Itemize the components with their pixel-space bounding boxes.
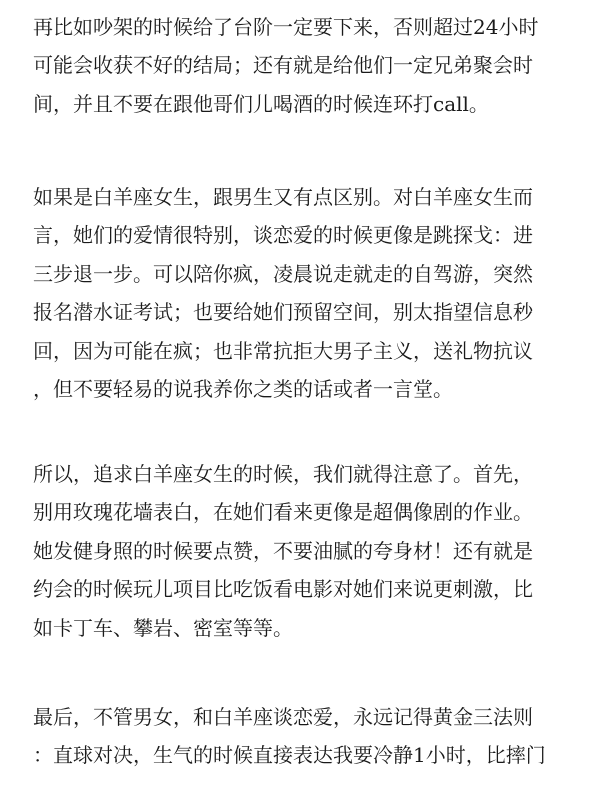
- text-line: 回，因为可能在疯；也非常抗拒大男子主义，送礼物抗议: [33, 338, 533, 363]
- text-line: ，但不要轻易的说我养你之类的话或者一言堂。: [33, 376, 453, 401]
- text-line: 可能会收获不好的结局；还有就是给他们一定兄弟聚会时: [33, 53, 533, 78]
- text-line: 所以，追求白羊座女生的时候，我们就得注意了。首先，: [33, 462, 533, 486]
- paragraph-3: [33, 455, 533, 647]
- text-line: 最后，不管男女，和白羊座谈恋爱，永远记得黄金三法则: [33, 705, 533, 729]
- paragraph-1: [33, 8, 538, 123]
- text-line: 再比如吵架的时候给了台阶一定要下来，否则超过24小时: [33, 15, 539, 39]
- text-line: ：直球对决，生气的时候直接表达我要冷静1小时，比摔门: [33, 743, 546, 768]
- text-line: 如卡丁车、攀岩、密室等等。: [33, 615, 293, 640]
- paragraph-4: [33, 698, 546, 775]
- text-line: 她发健身照的时候要点赞，不要油腻的夸身材！还有就是: [33, 538, 533, 563]
- text-line: 言，她们的爱情很特别，谈恋爱的时候更像是跳探戈：进: [33, 223, 533, 248]
- text-line: 报名潜水证考试；也要给她们预留空间，别太指望信息秒: [33, 300, 533, 325]
- text-line: 约会的时候玩儿项目比吃饭看电影对她们来说更刺激，比: [33, 577, 533, 602]
- text-line: 间，并且不要在跟他哥们儿喝酒的时候连环打call。: [33, 91, 489, 116]
- paragraph-2: [33, 178, 533, 408]
- text-line: 别用玫瑰花墙表白，在她们看来更像是超偶像剧的作业。: [33, 500, 533, 525]
- text-line: 三步退一步。可以陪你疯，凌晨说走就走的自驾游，突然: [33, 261, 533, 286]
- text-line: 如果是白羊座女生，跟男生又有点区别。对白羊座女生而: [33, 185, 533, 209]
